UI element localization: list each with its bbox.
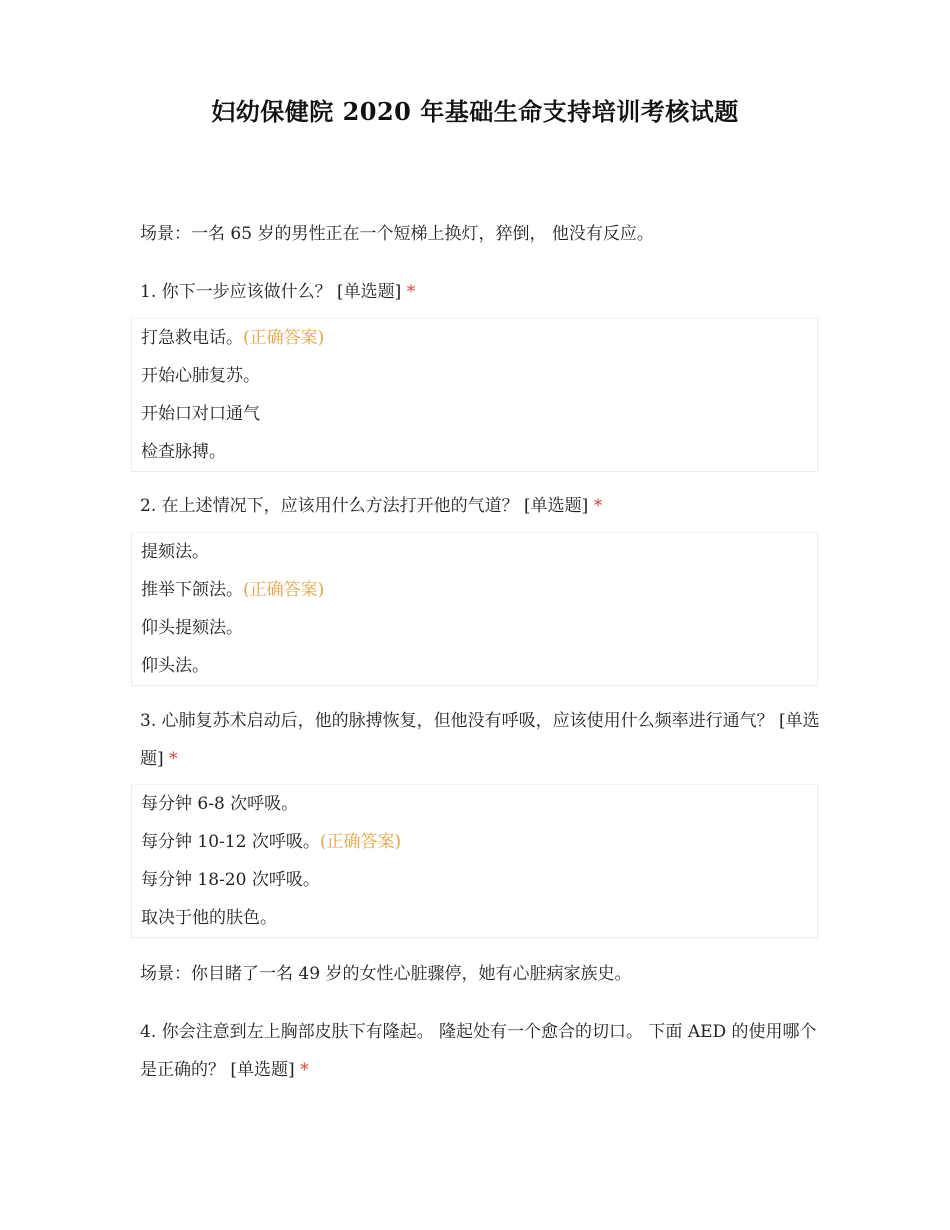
option-text: 每分钟 10-12 次呼吸。 — [141, 832, 320, 852]
option-text: 提颏法。 — [141, 542, 209, 562]
question-3-text: 3. 心肺复苏术启动后，他的脉搏恢复，但他没有呼吸，应该使用什么频率进行通气？ [单选题] — [140, 711, 820, 769]
option[interactable] — [132, 823, 817, 861]
option-text: 仰头提颏法。 — [141, 618, 243, 638]
option-text: 检查脉搏。 — [141, 442, 226, 462]
option-text: 推举下颌法。 — [141, 580, 243, 600]
question-1-text: 1. 你下一步应该做什么？ [单选题] — [140, 282, 402, 302]
required-mark: * — [169, 749, 178, 769]
option-text: 打急救电话。 — [141, 328, 243, 348]
scenario-2: 场景：你目睹了一名 49 岁的女性心脏骤停，她有心脏病家族史。 — [140, 964, 632, 984]
option[interactable] — [132, 319, 817, 357]
question-1 — [140, 273, 820, 311]
option-text: 开始口对口通气 — [141, 404, 260, 424]
option-text: 每分钟 18-20 次呼吸。 — [141, 870, 320, 890]
question-4-text: 4. 你会注意到左上胸部皮肤下有隆起。 隆起处有一个愈合的切口。 下面 AED 的使用哪个是正确的？ [单选题] — [140, 1022, 817, 1080]
option[interactable] — [132, 785, 817, 823]
correct-answer-tag: (正确答案) — [243, 580, 325, 600]
option-text: 仰头法。 — [141, 656, 209, 676]
scenario-1: 场景：一名 65 岁的男性正在一个短梯上换灯，猝倒， 他没有反应。 — [140, 224, 654, 244]
option[interactable] — [132, 861, 817, 899]
option[interactable] — [132, 533, 817, 571]
correct-answer-tag: (正确答案) — [243, 328, 325, 348]
required-mark: * — [300, 1060, 309, 1080]
document-title: 妇幼保健院 2020 年基础生命支持培训考核试题 — [211, 97, 739, 126]
option[interactable] — [132, 357, 817, 395]
correct-answer-tag: (正确答案) — [319, 832, 402, 852]
required-mark: * — [406, 282, 416, 302]
option-text: 每分钟 6-8 次呼吸。 — [141, 794, 299, 814]
required-mark: * — [593, 496, 603, 516]
question-3-options — [131, 784, 818, 938]
option[interactable] — [132, 609, 817, 647]
question-2 — [140, 487, 820, 525]
option[interactable] — [132, 647, 817, 685]
option[interactable] — [132, 571, 817, 609]
question-2-options — [131, 532, 818, 686]
question-1-options — [131, 318, 818, 472]
option[interactable] — [132, 395, 817, 433]
option[interactable] — [132, 433, 817, 471]
option-text: 取决于他的肤色。 — [141, 908, 277, 928]
option[interactable] — [132, 899, 817, 937]
question-3 — [140, 702, 820, 778]
question-4 — [140, 1013, 820, 1089]
question-2-text: 2. 在上述情况下，应该用什么方法打开他的气道？ [单选题] — [140, 496, 589, 516]
option-text: 开始心肺复苏。 — [141, 366, 260, 386]
